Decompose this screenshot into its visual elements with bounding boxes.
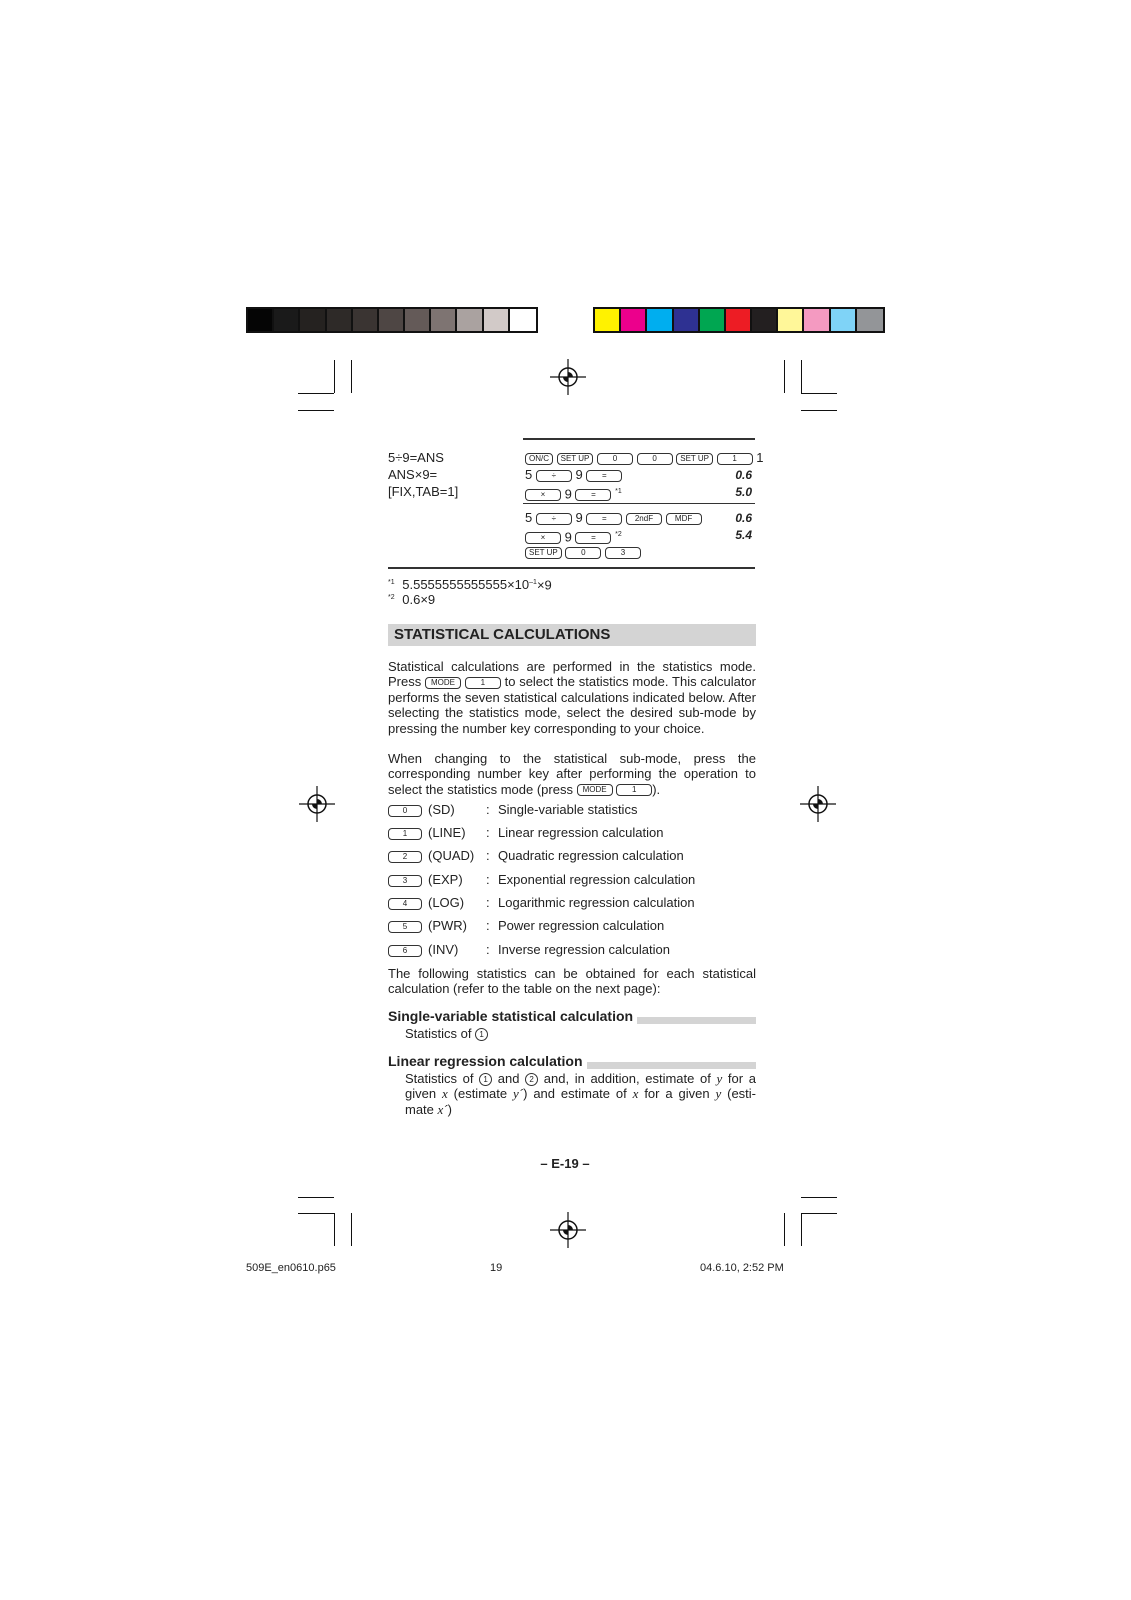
color-swatch [831,309,857,331]
color-swatch [804,309,830,331]
list-item [388,895,695,910]
equals-key: = [586,513,622,525]
submode-desc: Exponential regression calculation [498,872,696,887]
entry-value: 9 [575,510,583,525]
footnote-ref: *2 [615,531,622,538]
divide-key: ÷ [536,470,572,482]
color-swatch [248,309,274,331]
submode-label: (EXP) [428,872,463,887]
footnote-exponent: –1 [529,579,537,586]
submode-desc: Logarithmic regression calculation [498,895,695,910]
number-key: 1 [388,828,422,840]
variable: x´ [437,1101,448,1117]
intro-text: Press [388,674,422,690]
separator: : [486,802,490,817]
crop-mark [784,360,785,393]
entry-value: 1 [756,450,764,465]
color-swatch [274,309,300,331]
crop-mark [801,1197,837,1198]
linear-regression-text [405,1071,756,1117]
footnote-mark: *1 [388,579,395,586]
equals-key: = [575,532,611,544]
entry-value: 9 [564,529,572,545]
footnote-text: ×9 [536,577,552,593]
entry-value: 9 [564,486,572,502]
color-swatch [353,309,379,331]
display-result: 5.0 [735,485,752,499]
color-swatch [379,309,405,331]
setup-key: SET UP [525,547,562,559]
divide-key: ÷ [536,513,572,525]
variable: y [716,1071,723,1086]
keystroke-row [525,467,622,482]
crop-mark [334,1213,335,1246]
list-item [388,802,637,817]
footer-date: 04.6.10, 2:52 PM [700,1262,784,1274]
list-item [388,942,670,957]
keystroke-row [525,450,763,465]
one-key: 1 [465,677,501,689]
setup-key: SET UP [676,453,713,465]
registration-mark-icon [550,359,586,395]
body-text: for a given [405,1071,756,1102]
problem-line: 5÷9=ANS [388,450,444,465]
keystroke-row [525,510,702,525]
three-key: 3 [605,547,641,559]
color-swatch [484,309,510,331]
color-swatch [778,309,804,331]
circled-number: 2 [525,1073,538,1086]
separator: : [486,872,490,887]
submode-label: (LOG) [428,895,465,910]
submode-desc: Power regression calculation [498,918,665,933]
crop-mark [351,360,352,393]
separator: : [486,918,490,933]
number-key: 6 [388,945,422,957]
color-swatch [595,309,621,331]
color-swatch [431,309,457,331]
variable: y [715,1086,722,1102]
color-swatch [510,309,536,331]
mode-key: MODE [425,677,461,689]
crop-mark [784,1213,785,1246]
body-text: (esti- [727,1086,757,1102]
grayscale-color-bar [246,307,538,333]
number-key: 2 [388,851,422,863]
keystroke-row [525,544,641,559]
intro-text: ). [652,781,661,797]
submode-label: (LINE) [428,825,466,840]
registration-mark-icon [550,1212,586,1248]
color-swatch [726,309,752,331]
submode-label: (QUAD) [428,848,475,863]
display-result: 0.6 [735,511,752,525]
body-text: ) [447,1101,452,1117]
submode-desc: Single-variable statistics [498,802,638,817]
color-swatch [405,309,431,331]
crop-mark [801,393,837,394]
entry-value: 9 [575,467,583,482]
entry-value: 5 [525,510,533,525]
one-key: 1 [717,453,753,465]
body-text: ) and estimate of [523,1086,627,1102]
body-text: mate [405,1101,434,1117]
variable: x [441,1086,448,1102]
crop-mark [801,1213,802,1246]
number-key: 4 [388,898,422,910]
submode-label: (SD) [428,802,455,817]
list-item [388,848,684,863]
color-swatch [857,309,883,331]
mode-key: MODE [577,784,613,796]
problem-line: [FIX,TAB=1] [388,484,459,499]
keystroke-row [525,527,622,544]
intro-text: to select the statistics mode. This calculator performs the seven statistical calculations indicated below. After selecting the statistics mode, select the desired sub-mode by pressing the number key corresponding to your choice. [388,674,756,736]
crop-mark [801,410,837,411]
number-key: 5 [388,921,422,933]
second-function-key: 2ndF [626,513,662,525]
intro-text: When changing to the statistical sub-mode, press the corresponding number key after performing the operation to select the statistics mode (press [388,751,756,797]
color-swatch [327,309,353,331]
color-swatch [674,309,700,331]
setup-key: SET UP [557,453,594,465]
table-bottom-rule [388,567,755,569]
single-variable-heading [388,1008,756,1024]
entry-value: 5 [525,467,533,482]
crop-mark [298,393,334,394]
body-text: and [497,1071,520,1086]
list-item [388,872,695,887]
submode-label: (INV) [428,942,459,957]
following-paragraph: The following statistics can be obtained for each statistical calculation (refer to the table on the next page): [388,966,756,997]
table-divider [523,503,755,504]
body-text: and, in addition, estimate of [543,1071,711,1086]
page-number: – E-19 – [540,1156,590,1171]
color-swatch [300,309,326,331]
circled-number: 1 [475,1028,488,1041]
heading-text: Linear regression calculation [388,1053,587,1069]
registration-mark-icon [800,786,836,822]
footer-page: 19 [490,1262,503,1274]
intro-paragraph [388,751,756,797]
crop-mark [298,1213,334,1214]
on-c-key: ON/C [525,453,553,465]
crop-mark [298,1197,334,1198]
intro-paragraph [388,659,756,736]
footnote-text: 5.5555555555555×10 [402,577,530,593]
keystroke-row [525,484,622,501]
color-swatch [647,309,673,331]
equals-key: = [586,470,622,482]
number-key: 0 [388,805,422,817]
heading-text: Single-variable statistical calculation [388,1008,637,1024]
list-item [388,918,664,933]
separator: : [486,942,490,957]
list-item [388,825,663,840]
crop-mark [334,360,335,393]
multiply-key: × [525,489,561,501]
zero-key: 0 [637,453,673,465]
footer-file: 509E_en0610.p65 [246,1262,336,1274]
footnote-ref: *1 [615,488,622,495]
multiply-key: × [525,532,561,544]
submode-label: (PWR) [428,918,467,933]
variable: y´ [513,1086,524,1102]
zero-key: 0 [597,453,633,465]
variable: x [632,1086,639,1102]
section-title: STATISTICAL CALCULATIONS [388,624,756,646]
separator: : [486,895,490,910]
display-result: 5.4 [735,528,752,542]
separator: : [486,848,490,863]
body-text: (estimate [453,1086,508,1102]
problem-line: ANS×9= [388,467,438,482]
crop-mark [801,1213,837,1214]
crop-mark [801,360,802,393]
footnote-mark: *2 [388,594,395,601]
color-swatch [752,309,778,331]
crop-mark [298,410,334,411]
mdf-key: MDF [666,513,702,525]
intro-text: Statistical calculations are performed in the statistics mode. [388,659,756,674]
number-key: 3 [388,875,422,887]
color-swatch [457,309,483,331]
color-swatch [621,309,647,331]
one-key: 1 [616,784,652,796]
crop-mark [351,1213,352,1246]
submode-desc: Linear regression calculation [498,825,664,840]
display-result: 0.6 [735,468,752,482]
registration-mark-icon [299,786,335,822]
zero-key: 0 [565,547,601,559]
footnote [388,590,435,607]
single-variable-text [405,1026,488,1041]
body-text: for a given [644,1086,710,1102]
body-text: Statistics of [405,1026,472,1041]
circled-number: 1 [479,1073,492,1086]
table-top-rule [523,438,755,440]
equals-key: = [575,489,611,501]
body-text: Statistics of [405,1071,474,1086]
linear-regression-heading [388,1053,756,1069]
process-color-bar [593,307,885,333]
footnote-text: 0.6×9 [402,592,436,608]
separator: : [486,825,490,840]
color-swatch [700,309,726,331]
submode-desc: Inverse regression calculation [498,942,670,957]
submode-desc: Quadratic regression calculation [498,848,684,863]
